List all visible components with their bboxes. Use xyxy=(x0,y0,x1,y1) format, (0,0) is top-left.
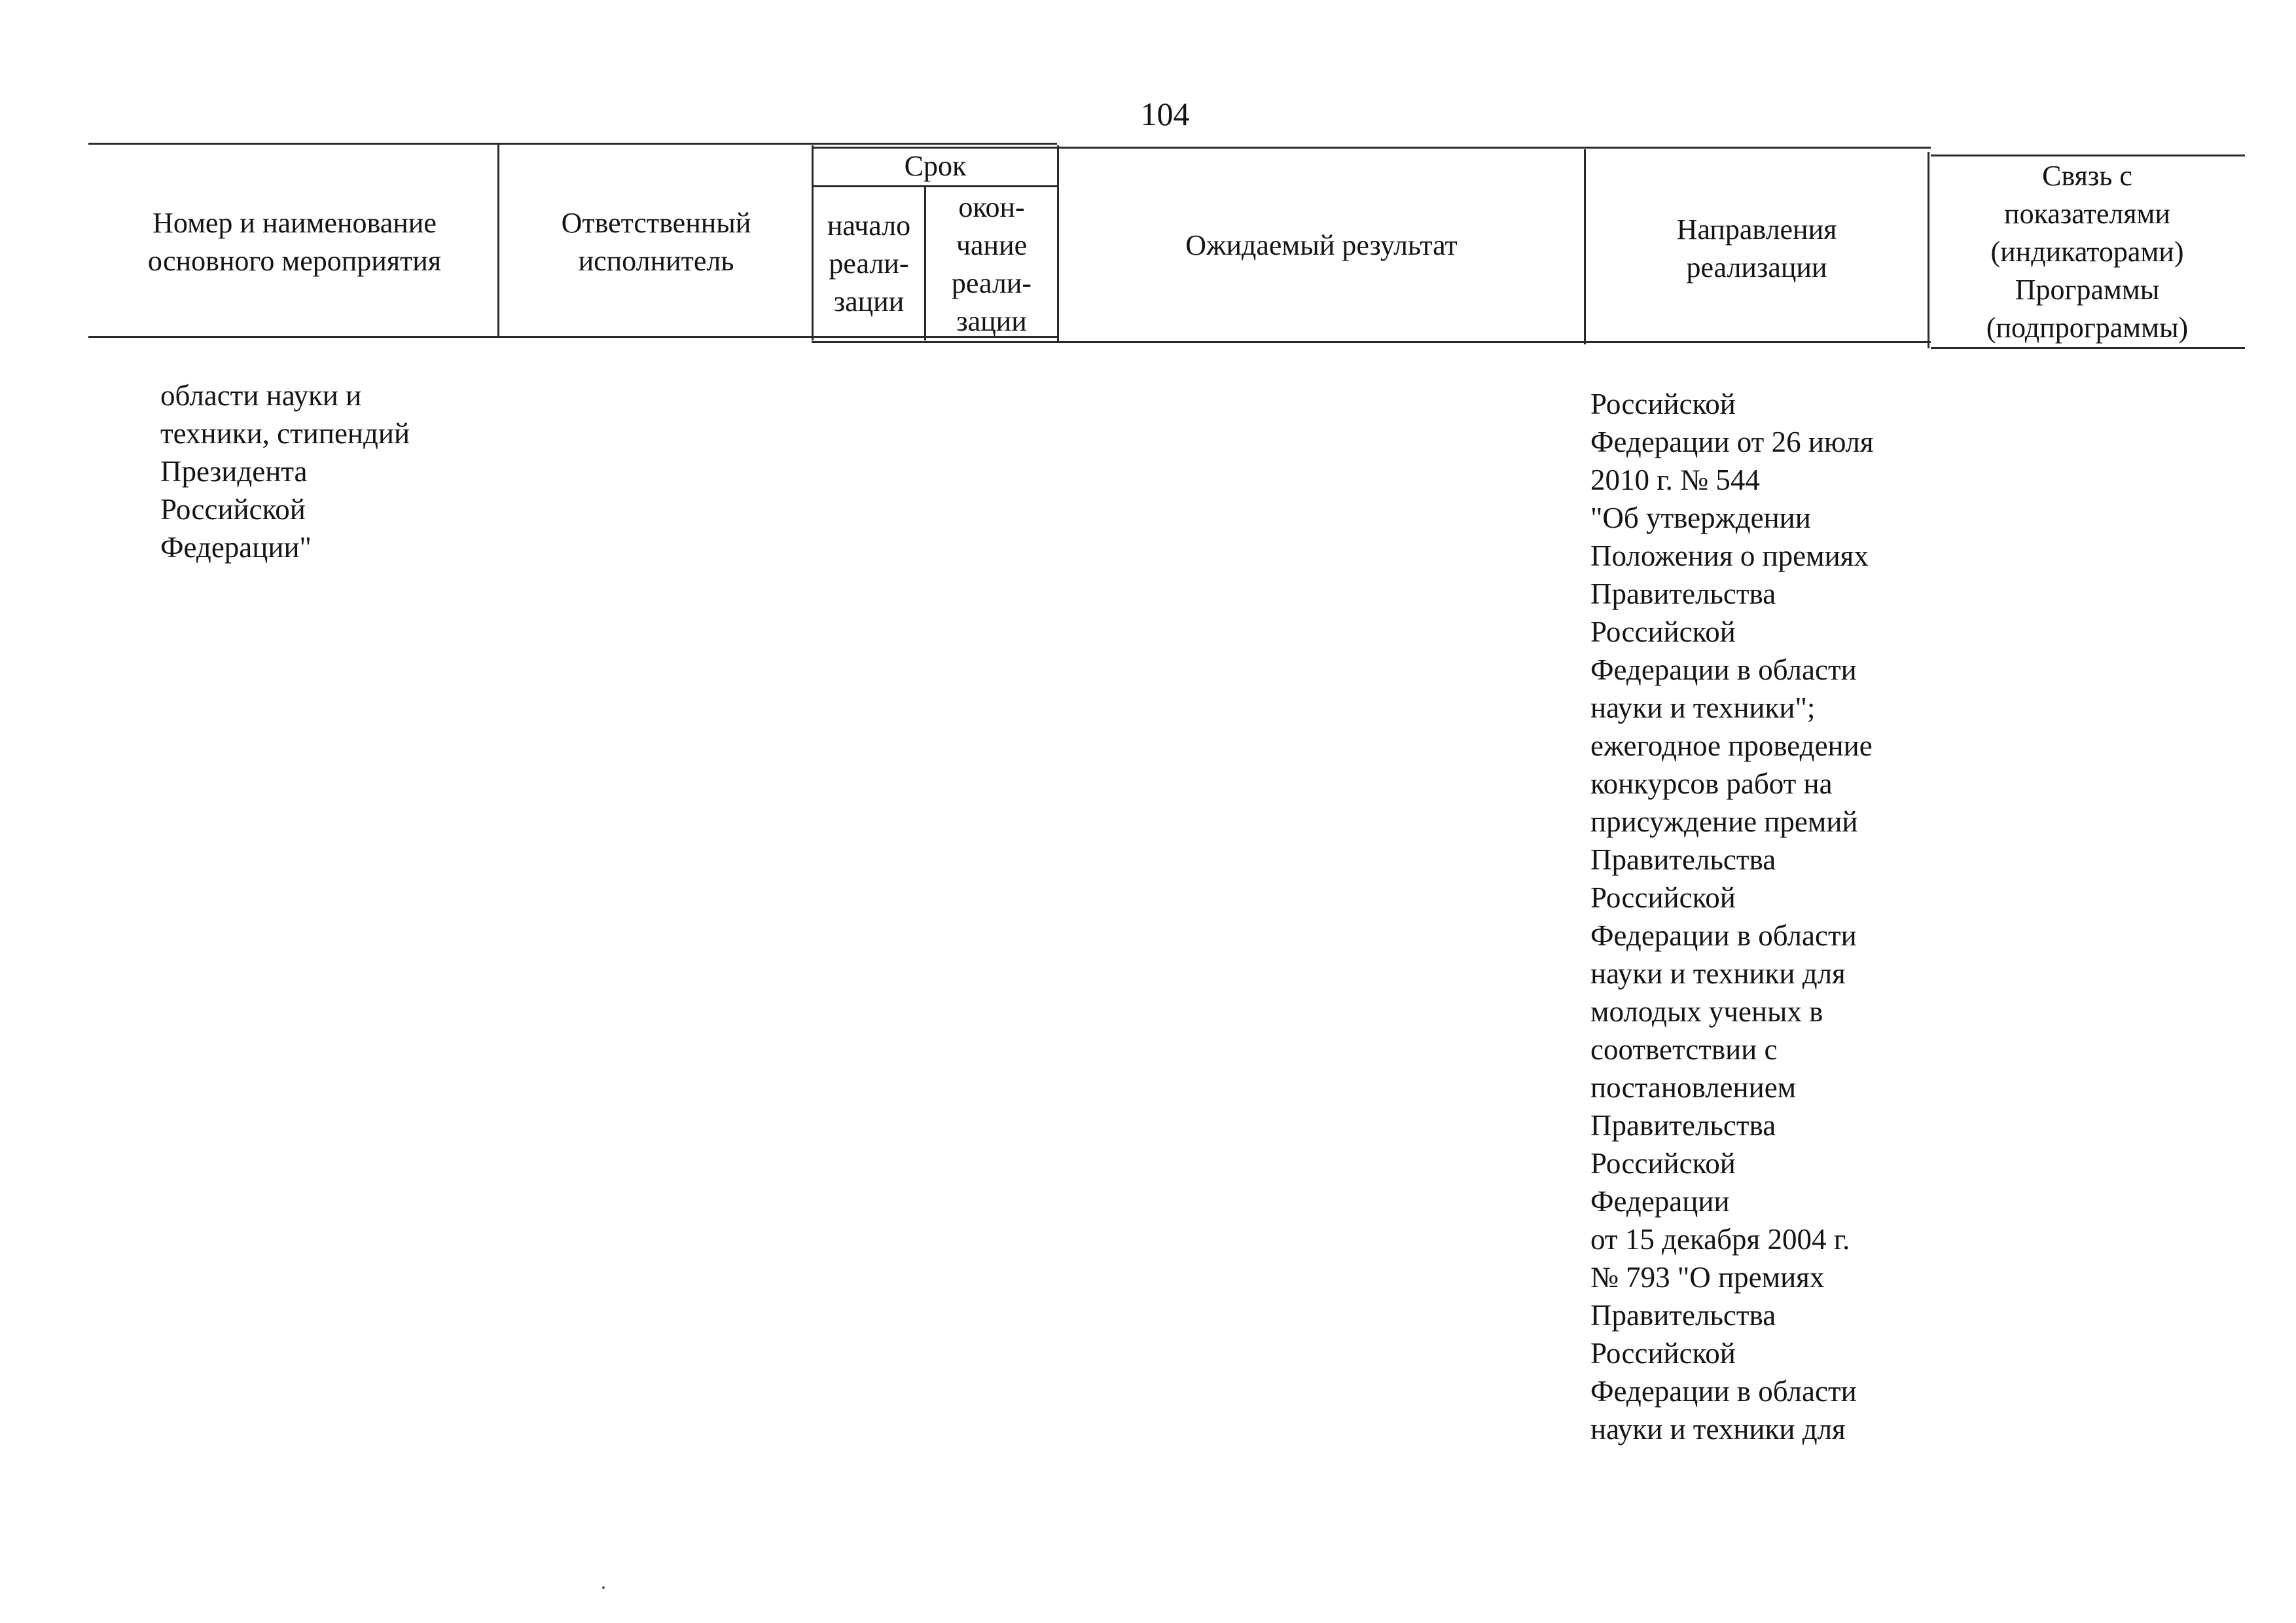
body-line: постановлением xyxy=(1590,1071,1797,1104)
body-line: Российской xyxy=(160,493,306,526)
col-divider-1 xyxy=(497,144,499,338)
body-line: присуждение премий xyxy=(1590,805,1858,838)
header-result-line: Ожидаемый результат xyxy=(1185,229,1458,261)
body-line: области науки и xyxy=(160,379,362,412)
body-line: науки и техники для xyxy=(1590,1413,1846,1446)
body-line: Правительства xyxy=(1590,1299,1776,1332)
body-line: Российской xyxy=(1590,388,1736,420)
header-cell-term xyxy=(814,147,1057,186)
header-link-line: Программы xyxy=(2015,274,2160,306)
body-col-name xyxy=(160,376,410,566)
body-line: № 793 "О премиях xyxy=(1590,1261,1825,1294)
body-line: науки и техники"; xyxy=(1590,691,1816,724)
header-cell-end xyxy=(926,189,1057,340)
page-number: 104 xyxy=(1140,96,1190,132)
header-end-line: окон- xyxy=(958,191,1025,223)
header-cell-responsible xyxy=(501,147,812,337)
body-line: Положения о премиях xyxy=(1590,539,1869,572)
header-start-line: реали- xyxy=(829,247,909,280)
body-line: Федерации xyxy=(1590,1185,1730,1218)
header-cell-start xyxy=(814,190,924,337)
header-responsible-line: Ответственный xyxy=(561,207,751,239)
header-link-line: (индикаторами) xyxy=(1990,236,2184,268)
body-line: 2010 г. № 544 xyxy=(1590,464,1760,496)
header-cell-directions xyxy=(1586,152,1928,346)
body-line: Российской xyxy=(1590,1147,1736,1180)
scan-speck xyxy=(602,1586,605,1589)
body-col-directions xyxy=(1590,385,1874,1448)
body-line: ежегодное проведение xyxy=(1590,729,1873,762)
header-end-line: чание xyxy=(956,229,1028,261)
body-line: Федерации в области xyxy=(1590,653,1857,686)
body-line: конкурсов работ на xyxy=(1590,767,1833,800)
header-name-line: Номер и наименование xyxy=(152,207,437,239)
body-line: соответствии с xyxy=(1590,1033,1778,1066)
header-link-line: (подпрограммы) xyxy=(1986,312,2189,344)
body-line: Федерации в области xyxy=(1590,919,1857,952)
header-start-line: зации xyxy=(833,285,905,318)
header-directions-line: Направления xyxy=(1676,213,1837,246)
body-line: "Об утверждении xyxy=(1590,501,1811,534)
body-line: Правительства xyxy=(1590,577,1776,610)
header-cell-result xyxy=(1059,149,1584,342)
body-line: Правительства xyxy=(1590,1109,1776,1142)
header-end-line: зации xyxy=(956,305,1027,337)
header-link-line: Связь с xyxy=(2042,160,2132,192)
body-line: Правительства xyxy=(1590,843,1776,876)
body-line: Федерации от 26 июля xyxy=(1590,426,1874,458)
body-line: Федерации" xyxy=(160,531,312,564)
header-cell-link xyxy=(1929,156,2245,348)
header-term-label: Срок xyxy=(904,150,967,182)
body-line: Российской xyxy=(1590,881,1736,914)
header-name-line: основного мероприятия xyxy=(147,245,442,277)
body-line: Президента xyxy=(160,455,308,488)
header-end-line: реали- xyxy=(951,267,1032,299)
header-directions-line: реализации xyxy=(1686,251,1827,283)
header-responsible-line: исполнитель xyxy=(578,245,734,277)
body-line: Российской xyxy=(1590,1337,1736,1370)
body-line: от 15 декабря 2004 г. xyxy=(1590,1223,1850,1256)
body-line: науки и техники для xyxy=(1590,957,1846,990)
body-line: молодых ученых в xyxy=(1590,995,1823,1028)
header-start-line: начало xyxy=(827,209,911,242)
header-cell-name xyxy=(92,147,497,337)
header-link-line: показателями xyxy=(2004,198,2170,230)
table-top-rule-left xyxy=(88,143,1057,145)
body-line: техники, стипендий xyxy=(160,417,410,450)
body-line: Российской xyxy=(1590,615,1736,648)
body-line: Федерации в области xyxy=(1590,1375,1857,1408)
